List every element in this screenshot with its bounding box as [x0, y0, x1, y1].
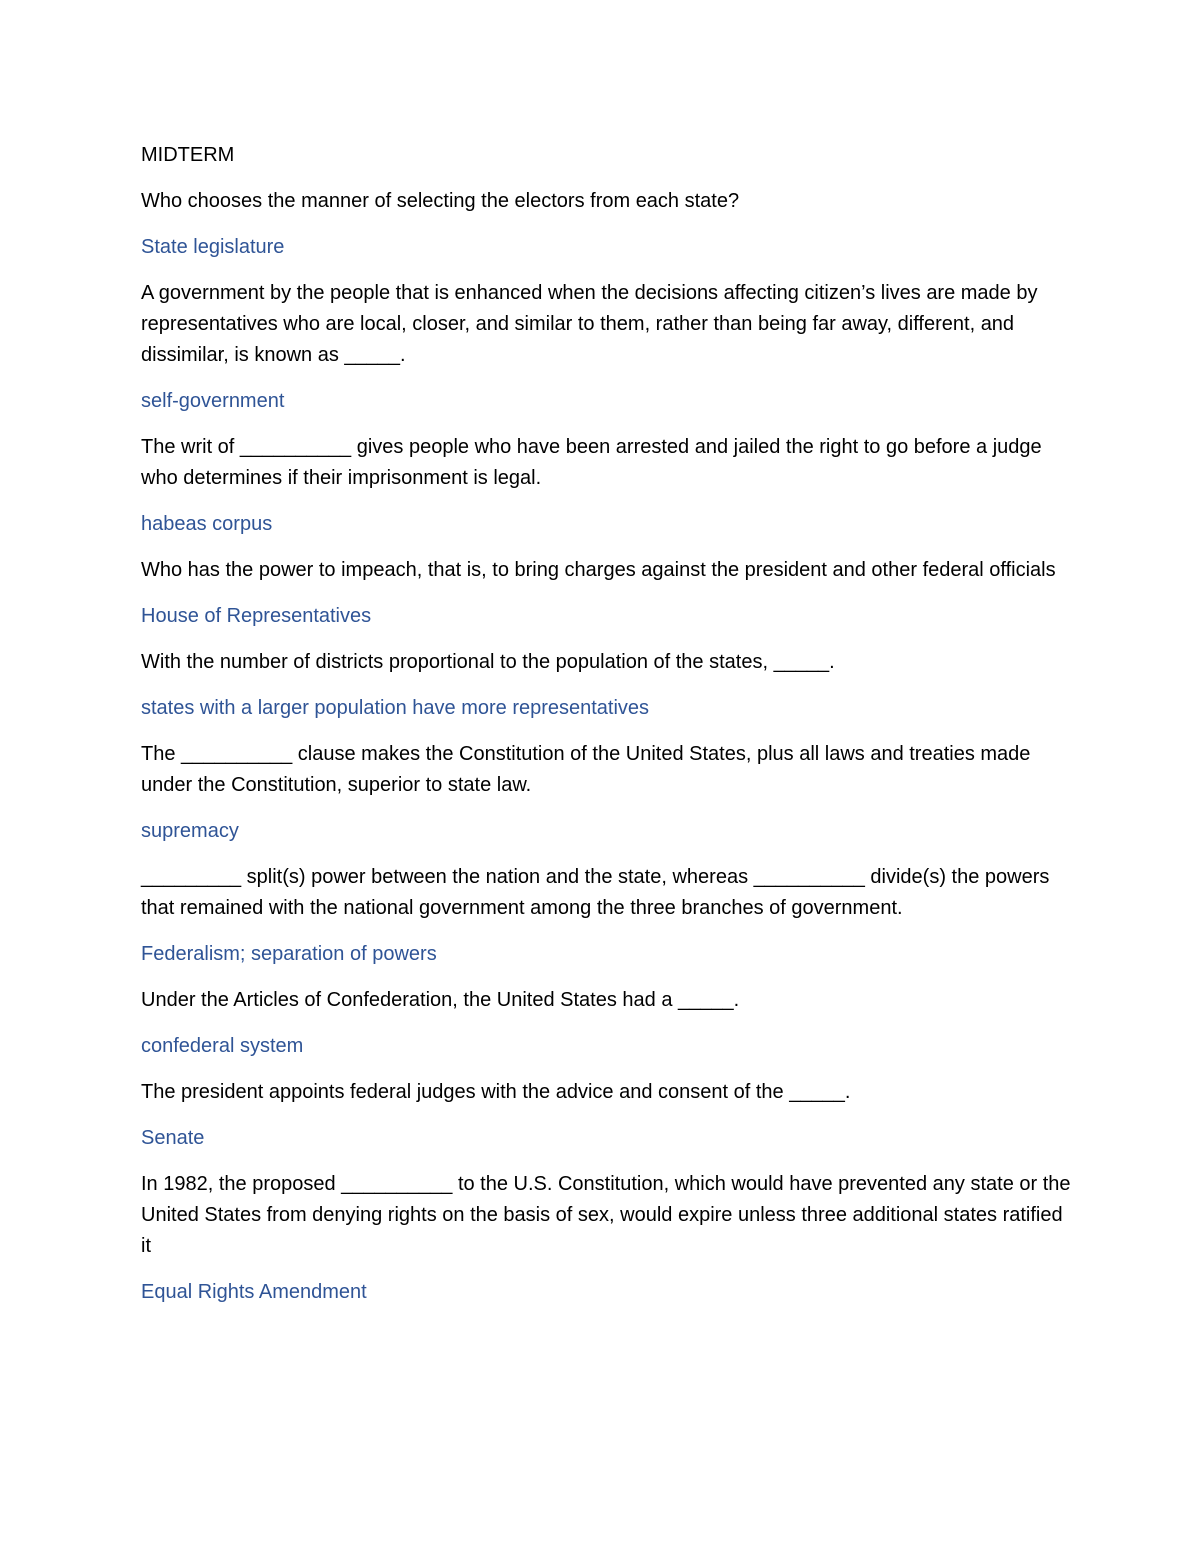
answer-1: State legislature	[141, 236, 285, 258]
question-3: The writ of __________ gives people who have been arrested and jailed the right to go before a judge who determines if their imprisonment is legal.	[141, 436, 1042, 489]
document-title: MIDTERM	[141, 144, 235, 166]
question-1: Who chooses the manner of selecting the electors from each state?	[141, 190, 740, 212]
answer-4: House of Representatives	[141, 605, 372, 627]
question-7: _________ split(s) power between the nation and the state, whereas __________ divide(s) the powers that remained with the national government among the three branches of government.	[141, 866, 1050, 919]
answer-2: self-government	[141, 390, 285, 412]
answer-6: supremacy	[141, 820, 239, 842]
answer-9: Senate	[141, 1127, 205, 1149]
question-2: A government by the people that is enhanced when the decisions affecting citizen’s lives are made by representatives who are local, closer, and similar to them, rather than being far away, different, and dissimilar, is known as _____.	[141, 282, 1038, 366]
question-8: Under the Articles of Confederation, the United States had a _____.	[141, 989, 740, 1011]
answer-8: confederal system	[141, 1035, 304, 1057]
question-5: With the number of districts proportional to the population of the states, _____.	[141, 651, 835, 673]
question-4: Who has the power to impeach, that is, to bring charges against the president and other federal officials	[141, 559, 1056, 581]
question-9: The president appoints federal judges with the advice and consent of the _____.	[141, 1081, 851, 1103]
answer-7: Federalism; separation of powers	[141, 943, 437, 965]
answer-5: states with a larger population have more representatives	[141, 697, 650, 719]
answer-3: habeas corpus	[141, 513, 273, 535]
question-10: In 1982, the proposed __________ to the U.S. Constitution, which would have prevented any state or the United States from denying rights on the basis of sex, would expire unless three additional states ratified it	[141, 1173, 1071, 1257]
document-body	[141, 140, 1071, 1323]
answer-10: Equal Rights Amendment	[141, 1281, 367, 1303]
question-6: The __________ clause makes the Constitution of the United States, plus all laws and treaties made under the Constitution, superior to state law.	[141, 743, 1031, 796]
